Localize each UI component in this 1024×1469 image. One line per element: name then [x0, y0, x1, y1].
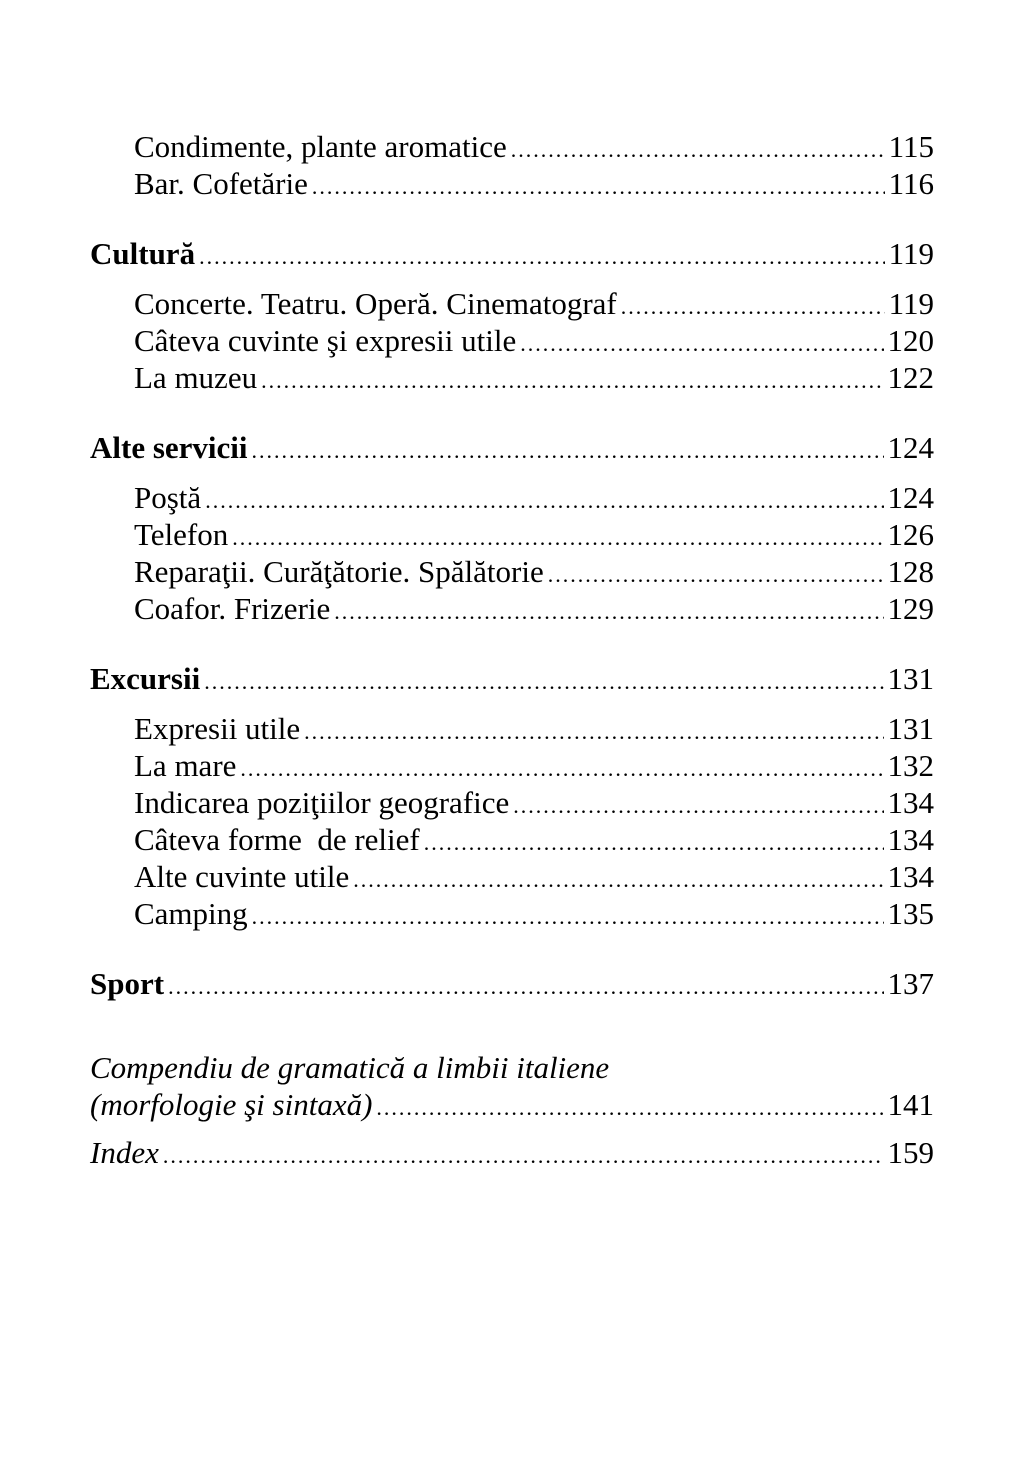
toc-section-page: 131: [887, 661, 934, 696]
toc-entry-cateva-cuvinte[interactable]: [90, 322, 934, 359]
dot-leader: [312, 168, 885, 205]
toc-entry-label: Condimente, plante aromatice: [134, 129, 507, 164]
toc-section-label: Sport: [90, 966, 165, 1001]
toc-section-label: Cultură: [90, 236, 196, 271]
toc-entry-la-muzeu[interactable]: [90, 359, 934, 396]
toc-section-compendiu[interactable]: [90, 1086, 934, 1123]
toc-entry-page: 128: [887, 554, 934, 589]
toc-entry-label: Reparaţii. Curăţătorie. Spălătorie: [134, 554, 544, 589]
dot-leader: [548, 556, 884, 593]
dot-leader: [232, 519, 883, 556]
dot-leader: [520, 325, 883, 362]
toc-entry-label: Concerte. Teatru. Operă. Cinematograf: [134, 286, 617, 321]
toc-entry-telefon[interactable]: [90, 516, 934, 553]
table-of-contents: [90, 128, 934, 1171]
dot-leader: [252, 898, 884, 935]
toc-entry-bar-cofetarie[interactable]: [90, 165, 934, 202]
dot-leader: [353, 861, 883, 898]
toc-entry-condimente[interactable]: [90, 128, 934, 165]
toc-entry-indicarea[interactable]: [90, 784, 934, 821]
toc-section-index[interactable]: [90, 1134, 934, 1171]
toc-entry-reparatii[interactable]: [90, 553, 934, 590]
toc-entry-coafor[interactable]: [90, 590, 934, 627]
dot-leader: [240, 750, 883, 787]
dot-leader: [513, 787, 883, 824]
toc-entry-page: 120: [887, 323, 934, 358]
dot-leader: [252, 432, 884, 469]
toc-section-page: 124: [887, 430, 934, 465]
toc-section-label: (morfologie şi sintaxă): [90, 1087, 373, 1122]
toc-entry-label: Bar. Cofetărie: [134, 166, 308, 201]
toc-entry-label: Câteva cuvinte şi expresii utile: [134, 323, 517, 358]
toc-entry-page: 119: [888, 286, 934, 321]
toc-section-page: 159: [887, 1135, 934, 1170]
toc-entry-label: La mare: [134, 748, 237, 783]
toc-section-page: 137: [887, 966, 934, 1001]
toc-entry-page: 116: [888, 166, 934, 201]
dot-leader: [621, 288, 885, 325]
toc-entry-page: 122: [887, 360, 934, 395]
toc-entry-label: Expresii utile: [134, 711, 301, 746]
toc-entry-page: 135: [887, 896, 934, 931]
toc-section-cultura[interactable]: [90, 235, 934, 272]
dot-leader: [261, 362, 883, 399]
toc-entry-page: 126: [887, 517, 934, 552]
toc-section-label: Alte servicii: [90, 430, 248, 465]
toc-entry-page: 134: [887, 822, 934, 857]
toc-section-label: Index: [90, 1135, 159, 1170]
dot-leader: [163, 1137, 884, 1174]
toc-entry-label: Telefon: [134, 517, 229, 552]
toc-entry-posta[interactable]: [90, 479, 934, 516]
dot-leader: [511, 131, 885, 168]
toc-entry-label: Indicarea poziţiilor geografice: [134, 785, 510, 820]
toc-compendiu-line1[interactable]: Compendiu de gramatică a limbii italiene: [90, 1050, 610, 1085]
dot-leader: [199, 238, 885, 275]
toc-entry-page: 131: [887, 711, 934, 746]
dot-leader: [205, 482, 883, 519]
toc-entry-label: Camping: [134, 896, 248, 931]
toc-entry-alte-cuvinte[interactable]: [90, 858, 934, 895]
toc-entry-camping[interactable]: [90, 895, 934, 932]
toc-entry-page: 129: [887, 591, 934, 626]
toc-entry-label: Alte cuvinte utile: [134, 859, 350, 894]
toc-section-page: 119: [888, 236, 934, 271]
toc-entry-la-mare[interactable]: [90, 747, 934, 784]
toc-entry-concerte[interactable]: [90, 285, 934, 322]
dot-leader: [304, 713, 883, 750]
toc-entry-expresii-utile[interactable]: [90, 710, 934, 747]
toc-entry-label: Câteva forme de relief: [134, 822, 420, 857]
toc-entry-page: 134: [887, 785, 934, 820]
dot-leader: [168, 968, 883, 1005]
toc-section-label: Excursii: [90, 661, 201, 696]
toc-entry-label: Poştă: [134, 480, 202, 515]
toc-section-alte-servicii[interactable]: [90, 429, 934, 466]
toc-section-page: 141: [887, 1087, 934, 1122]
toc-entry-page: 124: [887, 480, 934, 515]
dot-leader: [424, 824, 884, 861]
toc-entry-page: 115: [888, 129, 934, 164]
toc-entry-page: 134: [887, 859, 934, 894]
toc-entry-page: 132: [887, 748, 934, 783]
dot-leader: [334, 593, 883, 630]
dot-leader: [376, 1089, 883, 1126]
toc-entry-forme-relief[interactable]: [90, 821, 934, 858]
toc-entry-label: La muzeu: [134, 360, 258, 395]
toc-section-excursii[interactable]: [90, 660, 934, 697]
toc-entry-label: Coafor. Frizerie: [134, 591, 331, 626]
dot-leader: [204, 663, 883, 700]
toc-section-sport[interactable]: [90, 965, 934, 1002]
